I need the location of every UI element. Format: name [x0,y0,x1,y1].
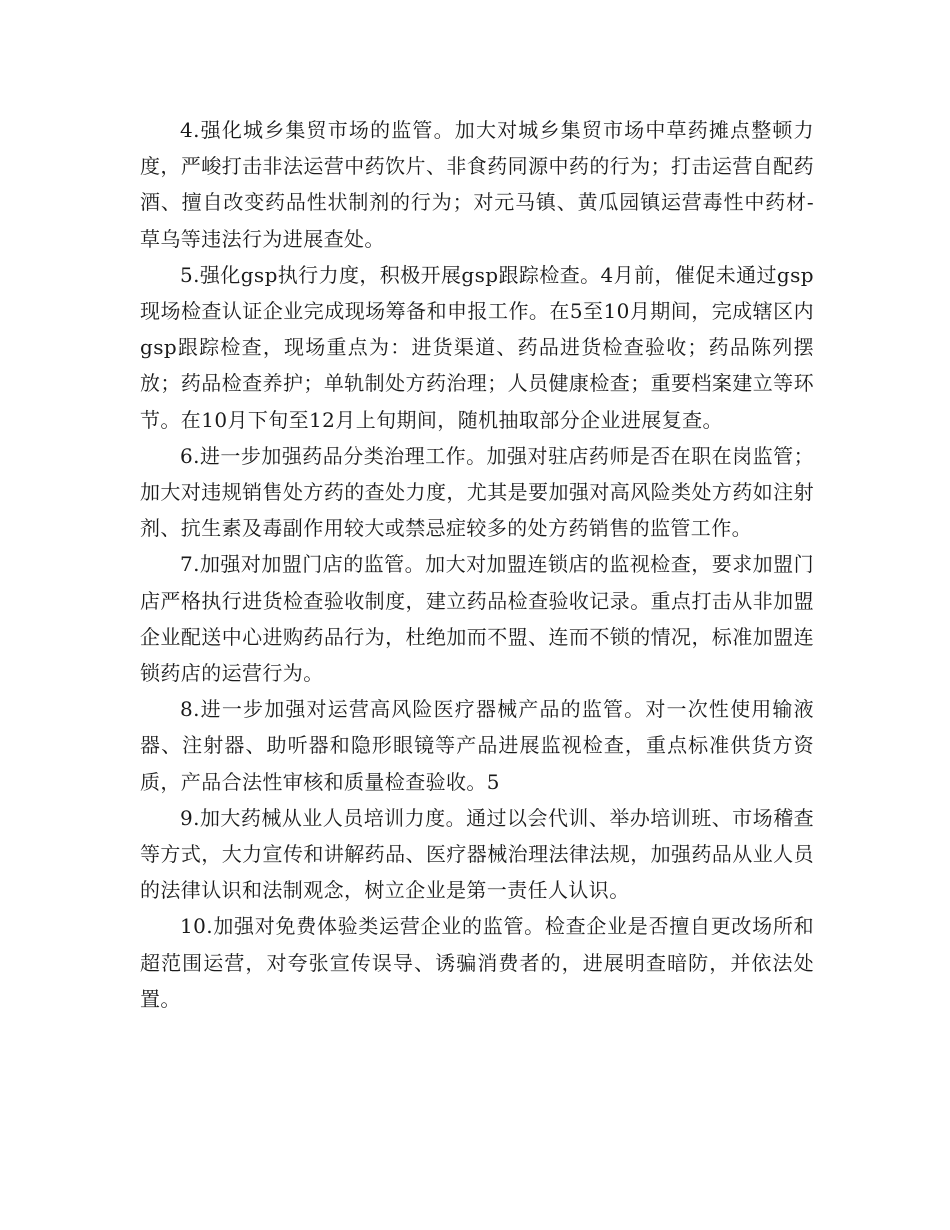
paragraph-10: 10.加强对免费体验类运营企业的监管。检查企业是否擅自更改场所和超范围运营，对夸张宣传误导、诱骗消费者的，进展明查暗防，并依法处置。 [140,914,814,1011]
paragraph-4: 4.强化城乡集贸市场的监管。加大对城乡集贸市场中草药摊点整顿力度，严峻打击非法运营中药饮片、非食药同源中药的行为；打击运营自配药酒、擅自改变药品性状制剂的行为；对元马镇、黄瓜园镇运营毒性中药材-草乌等违法行为进展查处。 [140,118,814,251]
paragraph-5: 5.强化gsp执行力度，积极开展gsp跟踪检查。4月前，催促未通过gsp现场检查认证企业完成现场筹备和申报工作。在5至10月期间，完成辖区内gsp跟踪检查，现场重点为：进货渠道、药品进货检查验收；药品陈列摆放；药品检查养护；单轨制处方药治理；人员健康检查；重要档案建立等环节。在10月下旬至12月上旬期间，随机抽取部分企业进展复查。 [140,262,814,432]
paragraph-9: 9.加大药械从业人员培训力度。通过以会代训、举办培训班、市场稽查等方式，大力宣传和讲解药品、医疗器械治理法律法规，加强药品从业人员的法律认识和法制观念，树立企业是第一责任人认识。 [140,805,814,903]
paragraph-8: 8.进一步加强对运营高风险医疗器械产品的监管。对一次性使用输液器、注射器、助听器和隐形眼镜等产品进展监视检查，重点标准供货方资质，产品合法性审核和质量检查验收。5 [140,697,814,794]
document-body [140,112,814,1017]
paragraph-6: 6.进一步加强药品分类治理工作。加强对驻店药师是否在职在岗监管；加大对违规销售处方药的查处力度，尤其是要加强对高风险类处方药如注射剂、抗生素及毒副作用较大或禁忌症较多的处方药销售的监管工作。 [140,443,814,541]
paragraph-7: 7.加强对加盟门店的监管。加大对加盟连锁店的监视检查，要求加盟门店严格执行进货检查验收制度，建立药品检查验收记录。重点打击从非加盟企业配送中心进购药品行为，杜绝加而不盟、连而不锁的情况，标准加盟连锁药店的运营行为。 [140,552,814,686]
